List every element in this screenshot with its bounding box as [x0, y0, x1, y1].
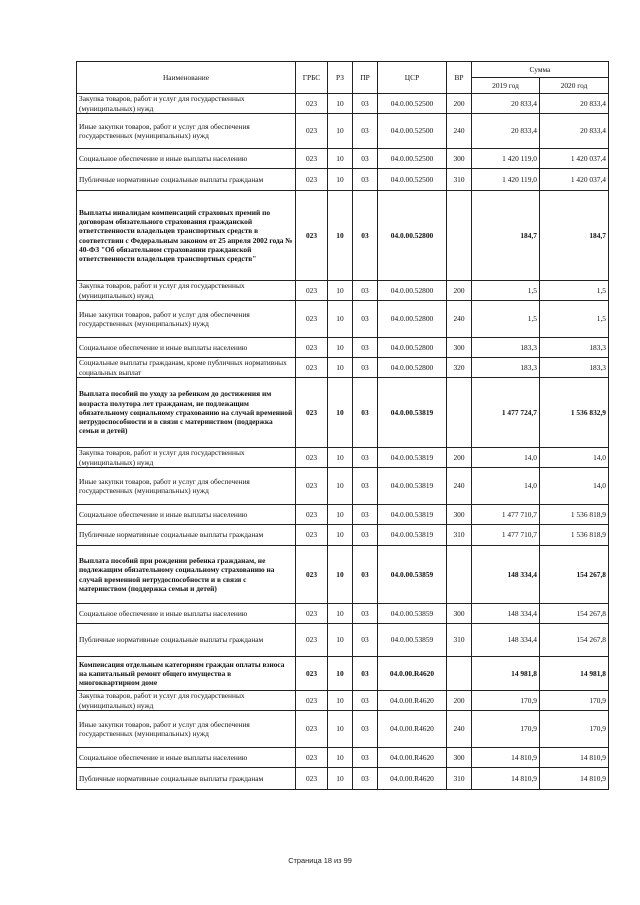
row-pr-cell: 03 [353, 114, 378, 149]
table-row [77, 169, 609, 191]
row-pr-cell: 03 [353, 94, 378, 114]
row-2020-value: 170,9 [540, 691, 609, 711]
row-2019-value: 14,0 [472, 468, 540, 505]
table-row [77, 525, 609, 546]
row-pr-cell: 03 [353, 191, 378, 281]
header-sum: Сумма [472, 62, 609, 78]
row-rz-cell: 10 [328, 468, 353, 505]
row-2020-value: 1 420 037,4 [540, 169, 609, 191]
row-pr-cell: 03 [353, 624, 378, 657]
row-csr-cell: 04.0.00.52800 [378, 338, 447, 358]
row-grbs-cell: 023 [296, 657, 328, 691]
row-2020-value: 183,3 [540, 338, 609, 358]
row-2020-value: 154 267,8 [540, 604, 609, 624]
row-2019-value: 183,3 [472, 338, 540, 358]
row-rz-cell: 10 [328, 748, 353, 768]
row-vr-cell [447, 657, 472, 691]
row-pr-cell: 03 [353, 546, 378, 604]
row-vr-cell: 200 [447, 448, 472, 468]
row-name-cell: Иные закупки товаров, работ и услуг для обеспечения государственных (муниципальных) нужд [77, 468, 296, 505]
row-2019-value: 14 981,8 [472, 657, 540, 691]
row-grbs-cell: 023 [296, 748, 328, 768]
row-2019-value: 183,3 [472, 358, 540, 378]
row-rz-cell: 10 [328, 281, 353, 301]
row-vr-cell: 240 [447, 114, 472, 149]
row-2020-value: 184,7 [540, 191, 609, 281]
table-row [77, 691, 609, 711]
row-2019-value: 184,7 [472, 191, 540, 281]
row-2019-value: 148 334,4 [472, 546, 540, 604]
row-rz-cell: 10 [328, 191, 353, 281]
table-row [77, 448, 609, 468]
row-rz-cell: 10 [328, 624, 353, 657]
row-2019-value: 1 477 710,7 [472, 505, 540, 525]
row-grbs-cell: 023 [296, 448, 328, 468]
row-vr-cell: 300 [447, 604, 472, 624]
header-csr: ЦСР [378, 62, 447, 94]
row-csr-cell: 04.0.00.52500 [378, 114, 447, 149]
row-csr-cell: 04.0.00.R4620 [378, 657, 447, 691]
row-pr-cell: 03 [353, 378, 378, 448]
row-2020-value: 154 267,8 [540, 624, 609, 657]
row-name-cell: Публичные нормативные социальные выплаты гражданам [77, 768, 296, 790]
row-name-cell: Закупка товаров, работ и услуг для государственных (муниципальных) нужд [77, 691, 296, 711]
row-vr-cell: 310 [447, 525, 472, 546]
row-vr-cell: 200 [447, 691, 472, 711]
row-pr-cell: 03 [353, 281, 378, 301]
row-rz-cell: 10 [328, 94, 353, 114]
row-name-cell: Иные закупки товаров, работ и услуг для обеспечения государственных (муниципальных) нужд [77, 301, 296, 338]
table-row [77, 657, 609, 691]
row-2020-value: 1 536 832,9 [540, 378, 609, 448]
table-row [77, 149, 609, 169]
row-pr-cell: 03 [353, 748, 378, 768]
row-name-cell: Закупка товаров, работ и услуг для государственных (муниципальных) нужд [77, 94, 296, 114]
row-2019-value: 148 334,4 [472, 604, 540, 624]
row-rz-cell: 10 [328, 301, 353, 338]
row-csr-cell: 04.0.00.R4620 [378, 768, 447, 790]
row-csr-cell: 04.0.00.52500 [378, 169, 447, 191]
row-name-cell: Закупка товаров, работ и услуг для государственных (муниципальных) нужд [77, 281, 296, 301]
row-rz-cell: 10 [328, 114, 353, 149]
row-vr-cell: 240 [447, 711, 472, 748]
row-pr-cell: 03 [353, 768, 378, 790]
row-grbs-cell: 023 [296, 711, 328, 748]
row-pr-cell: 03 [353, 525, 378, 546]
row-rz-cell: 10 [328, 505, 353, 525]
row-vr-cell [447, 378, 472, 448]
row-name-cell: Социальное обеспечение и иные выплаты населению [77, 505, 296, 525]
row-grbs-cell: 023 [296, 114, 328, 149]
row-csr-cell: 04.0.00.53819 [378, 505, 447, 525]
row-grbs-cell: 023 [296, 525, 328, 546]
row-name-cell: Иные закупки товаров, работ и услуг для обеспечения государственных (муниципальных) нужд [77, 711, 296, 748]
row-grbs-cell: 023 [296, 281, 328, 301]
row-2020-value: 14 981,8 [540, 657, 609, 691]
row-grbs-cell: 023 [296, 338, 328, 358]
row-grbs-cell: 023 [296, 149, 328, 169]
table-body [77, 94, 609, 790]
table-row [77, 358, 609, 378]
row-rz-cell: 10 [328, 448, 353, 468]
row-pr-cell: 03 [353, 604, 378, 624]
row-2019-value: 170,9 [472, 691, 540, 711]
row-csr-cell: 04.0.00.53819 [378, 378, 447, 448]
row-2019-value: 1,5 [472, 281, 540, 301]
row-grbs-cell: 023 [296, 468, 328, 505]
table-row [77, 768, 609, 790]
row-pr-cell: 03 [353, 338, 378, 358]
row-pr-cell: 03 [353, 691, 378, 711]
row-2019-value: 1 420 119,0 [472, 169, 540, 191]
row-vr-cell [447, 191, 472, 281]
row-pr-cell: 03 [353, 657, 378, 691]
header-year-2020: 2020 год [540, 78, 609, 94]
row-rz-cell: 10 [328, 169, 353, 191]
row-2020-value: 1 420 037,4 [540, 149, 609, 169]
row-rz-cell: 10 [328, 525, 353, 546]
row-csr-cell: 04.0.00.53819 [378, 525, 447, 546]
row-pr-cell: 03 [353, 169, 378, 191]
row-grbs-cell: 023 [296, 94, 328, 114]
row-grbs-cell: 023 [296, 546, 328, 604]
row-csr-cell: 04.0.00.53859 [378, 604, 447, 624]
row-2019-value: 1 477 710,7 [472, 525, 540, 546]
table-row [77, 505, 609, 525]
row-grbs-cell: 023 [296, 358, 328, 378]
row-vr-cell: 300 [447, 505, 472, 525]
table-row [77, 281, 609, 301]
row-pr-cell: 03 [353, 358, 378, 378]
row-vr-cell: 310 [447, 624, 472, 657]
row-rz-cell: 10 [328, 338, 353, 358]
header-rz: РЗ [328, 62, 353, 94]
row-vr-cell: 300 [447, 149, 472, 169]
row-2020-value: 1,5 [540, 281, 609, 301]
row-2020-value: 14 810,9 [540, 768, 609, 790]
row-pr-cell: 03 [353, 505, 378, 525]
header-name: Наименование [77, 62, 296, 94]
row-grbs-cell: 023 [296, 604, 328, 624]
row-2019-value: 170,9 [472, 711, 540, 748]
table-row [77, 378, 609, 448]
row-2019-value: 1 477 724,7 [472, 378, 540, 448]
row-2020-value: 1 536 818,9 [540, 505, 609, 525]
row-name-cell: Социальное обеспечение и иные выплаты населению [77, 604, 296, 624]
header-grbs: ГРБС [296, 62, 328, 94]
row-name-cell: Социальное обеспечение и иные выплаты населению [77, 338, 296, 358]
row-rz-cell: 10 [328, 604, 353, 624]
table-row [77, 114, 609, 149]
row-2020-value: 1 536 818,9 [540, 525, 609, 546]
row-2020-value: 14 810,9 [540, 748, 609, 768]
row-2019-value: 1,5 [472, 301, 540, 338]
row-rz-cell: 10 [328, 657, 353, 691]
table-row [77, 711, 609, 748]
row-2019-value: 20 833,4 [472, 94, 540, 114]
row-name-cell: Иные закупки товаров, работ и услуг для обеспечения государственных (муниципальных) нужд [77, 114, 296, 149]
row-csr-cell: 04.0.00.53859 [378, 546, 447, 604]
row-name-cell: Публичные нормативные социальные выплаты гражданам [77, 525, 296, 546]
row-name-cell: Публичные нормативные социальные выплаты гражданам [77, 624, 296, 657]
row-2020-value: 170,9 [540, 711, 609, 748]
row-name-cell: Выплаты инвалидам компенсаций страховых премий по договорам обязательного страхования гражданской ответственности владельцев транспортных средств в соответствии с Федеральным законом от 25 апреля 2002 года № 40-ФЗ "Об обязательном страховании гражданской ответственности владельцев транспортных средств" [77, 191, 296, 281]
table-row [77, 338, 609, 358]
header-pr: ПР [353, 62, 378, 94]
row-pr-cell: 03 [353, 468, 378, 505]
header-year-2019: 2019 год [472, 78, 540, 94]
row-vr-cell: 310 [447, 169, 472, 191]
row-pr-cell: 03 [353, 149, 378, 169]
row-name-cell: Публичные нормативные социальные выплаты гражданам [77, 169, 296, 191]
table-row [77, 604, 609, 624]
row-pr-cell: 03 [353, 711, 378, 748]
row-csr-cell: 04.0.00.52800 [378, 191, 447, 281]
row-name-cell: Социальное обеспечение и иные выплаты населению [77, 149, 296, 169]
row-grbs-cell: 023 [296, 691, 328, 711]
row-2020-value: 20 833,4 [540, 114, 609, 149]
row-csr-cell: 04.0.00.R4620 [378, 691, 447, 711]
row-vr-cell [447, 546, 472, 604]
row-2019-value: 14,0 [472, 448, 540, 468]
row-grbs-cell: 023 [296, 378, 328, 448]
row-name-cell: Социальное обеспечение и иные выплаты населению [77, 748, 296, 768]
row-name-cell: Компенсация отдельным категориям граждан оплаты взноса на капитальный ремонт общего имущества в многоквартирном доме [77, 657, 296, 691]
row-pr-cell: 03 [353, 301, 378, 338]
row-2020-value: 14,0 [540, 448, 609, 468]
row-2019-value: 14 810,9 [472, 748, 540, 768]
row-name-cell: Закупка товаров, работ и услуг для государственных (муниципальных) нужд [77, 448, 296, 468]
row-grbs-cell: 023 [296, 301, 328, 338]
row-csr-cell: 04.0.00.52500 [378, 94, 447, 114]
row-rz-cell: 10 [328, 149, 353, 169]
row-csr-cell: 04.0.00.53819 [378, 448, 447, 468]
row-grbs-cell: 023 [296, 505, 328, 525]
table-row [77, 546, 609, 604]
row-rz-cell: 10 [328, 546, 353, 604]
row-grbs-cell: 023 [296, 624, 328, 657]
table-row [77, 624, 609, 657]
row-csr-cell: 04.0.00.R4620 [378, 748, 447, 768]
row-rz-cell: 10 [328, 768, 353, 790]
row-csr-cell: 04.0.00.52800 [378, 301, 447, 338]
row-rz-cell: 10 [328, 358, 353, 378]
row-csr-cell: 04.0.00.52800 [378, 281, 447, 301]
row-vr-cell: 300 [447, 748, 472, 768]
row-vr-cell: 310 [447, 768, 472, 790]
row-name-cell: Выплата пособий при рождении ребенка гражданам, не подлежащим обязательному социальному страхованию на случай временной нетрудоспособности и в связи с материнством (поддержка семьи и детей) [77, 546, 296, 604]
table-row [77, 468, 609, 505]
row-2019-value: 1 420 119,0 [472, 149, 540, 169]
row-vr-cell: 240 [447, 301, 472, 338]
row-2019-value: 148 334,4 [472, 624, 540, 657]
row-grbs-cell: 023 [296, 169, 328, 191]
row-vr-cell: 200 [447, 94, 472, 114]
page-number: Страница 18 из 99 [288, 856, 352, 865]
row-csr-cell: 04.0.00.53819 [378, 468, 447, 505]
row-name-cell: Выплата пособий по уходу за ребенком до достижения им возраста полутора лет гражданам, не подлежащим обязательному социальному страхованию на случай временной нетрудоспособности и в связи с материнством (поддержка семьи и детей) [77, 378, 296, 448]
table-row [77, 191, 609, 281]
table-row [77, 301, 609, 338]
row-vr-cell: 240 [447, 468, 472, 505]
row-2020-value: 20 833,4 [540, 94, 609, 114]
row-2019-value: 20 833,4 [472, 114, 540, 149]
table-row [77, 748, 609, 768]
row-grbs-cell: 023 [296, 191, 328, 281]
row-2019-value: 14 810,9 [472, 768, 540, 790]
header-vr: ВР [447, 62, 472, 94]
row-2020-value: 183,3 [540, 358, 609, 378]
row-csr-cell: 04.0.00.52800 [378, 358, 447, 378]
row-vr-cell: 320 [447, 358, 472, 378]
row-csr-cell: 04.0.00.52500 [378, 149, 447, 169]
row-rz-cell: 10 [328, 378, 353, 448]
row-csr-cell: 04.0.00.R4620 [378, 711, 447, 748]
table-row [77, 94, 609, 114]
row-rz-cell: 10 [328, 711, 353, 748]
row-csr-cell: 04.0.00.53859 [378, 624, 447, 657]
row-vr-cell: 200 [447, 281, 472, 301]
row-grbs-cell: 023 [296, 768, 328, 790]
budget-table [76, 61, 609, 790]
row-2020-value: 154 267,8 [540, 546, 609, 604]
row-rz-cell: 10 [328, 691, 353, 711]
row-2020-value: 14,0 [540, 468, 609, 505]
row-vr-cell: 300 [447, 338, 472, 358]
row-pr-cell: 03 [353, 448, 378, 468]
row-name-cell: Социальные выплаты гражданам, кроме публичных нормативных социальных выплат [77, 358, 296, 378]
budget-table-container [76, 61, 608, 790]
row-2020-value: 1,5 [540, 301, 609, 338]
